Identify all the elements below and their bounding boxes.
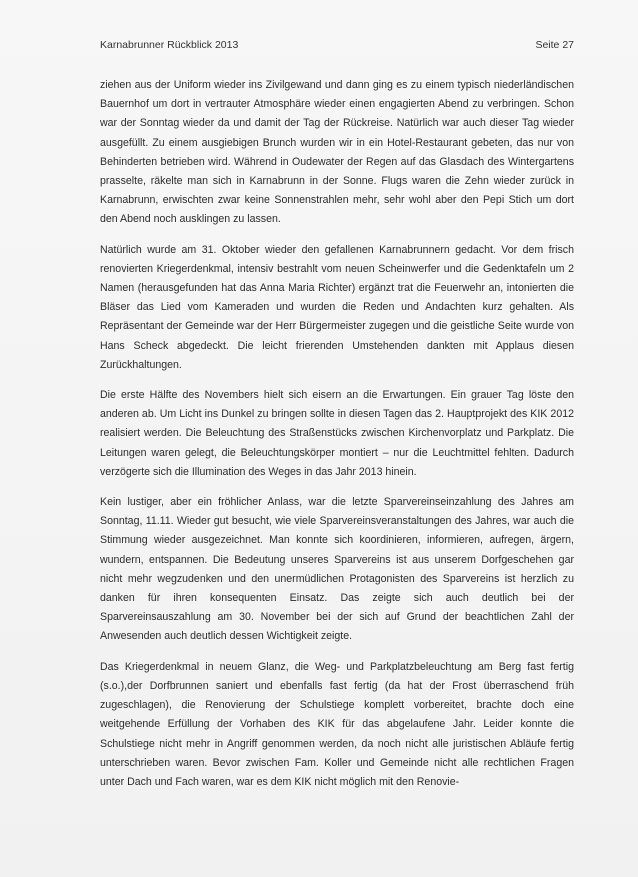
paragraph: ziehen aus der Uniform wieder ins Zivilgewand und dann ging es zu einem typisch niederländischen Bauernhof um dort in vertrauter Atmosphäre wieder einen engagierten Abend zu verbringen. Schon war der Sonntag wieder da und damit der Tag der Rückreise. Natürlich war auch dieser Tag wieder ausgefüllt. Zu einem ausgiebigen Brunch wurden wir in ein Hotel-Restaurant gebeten, das nur von Behinderten betrieben wird. Während in Oudewater der Regen auf das Glasdach des Wintergartens prasselte, räkelte man sich in Karnabrunn in der Sonne. Flugs waren die Zehn wieder zurück in Karnabrunn, erwischten zwar keine Sonnenstrahlen mehr, sehr wohl aber den Pepi Stich um dort den Abend noch ausklingen zu lassen. — [100, 79, 574, 226]
document-body — [100, 76, 574, 803]
paragraph: Kein lustiger, aber ein fröhlicher Anlass, war die letzte Sparvereinseinzahlung des Jahres am Sonntag, 11.11. Wieder gut besucht, wie viele Sparvereinsveranstaltungen des Jahres, war auch die Stimmung wieder ausgezeichnet. Man konnte sich koordinieren, informieren, aufregen, ärgern, wundern, entspannen. Die Bedeutung unseres Sparvereins ist aus unserem Dorfgeschehen gar nicht mehr wegzudenken und den unermüdlichen Protagonisten des Sparvereins ist herzlich zu danken für ihren konsequenten Einsatz. Das zeigte sich auch deutlich bei der Sparvereinsauszahlung am 30. November bei der sich auf Grund der beachtlichen Zahl der Anwesenden auch deutlich dessen Wichtigkeit zeigte. — [100, 496, 574, 643]
page-number: Seite 27 — [535, 39, 574, 51]
paragraph: Natürlich wurde am 31. Oktober wieder den gefallenen Karnabrunnern gedacht. Vor dem frisch renovierten Kriegerdenkmal, intensiv bestrahlt vom neuen Scheinwerfer und die Gedenktafeln um 2 Namen (herausgefunden hat das Anna Maria Richter) ergänzt trat die Feuerwehr an, intonierten die Bläser das Lied vom Kameraden und wurden die Reden und Andachten kurz gehalten. Als Repräsentant der Gemeinde war der Herr Bürgermeister zugegen und die geistliche Seite wurde von Hans Scheck abgedeckt. Die leicht frierenden Umstehenden dankten mit Applaus diesen Zurückhaltungen. — [100, 243, 574, 371]
paragraph: Die erste Hälfte des Novembers hielt sich eisern an die Erwartungen. Ein grauer Tag löste den anderen ab. Um Licht ins Dunkel zu bringen sollte in diesen Tagen das 2. Hauptprojekt des KIK 2012 realisiert werden. Die Beleuchtung des Straßenstücks zwischen Kirchenvorplatz und Parkplatz. Die Leitungen waren gelegt, die Beleuchtungskörper montiert – nur die Leuchtmittel fehlten. Dadurch verzögerte sich die Illumination des Weges in das Jahr 2013 hinein. — [100, 389, 574, 478]
header-title: Karnabrunner Rückblick 2013 — [100, 39, 239, 51]
paragraph: Das Kriegerdenkmal in neuem Glanz, die Weg- und Parkplatzbeleuchtung am Berg fast fertig (s.o.),der Dorfbrunnen saniert und ebenfalls fast fertig (da hat der Frost überraschend früh zugeschlagen), die Renovierung der Schulstiege komplett vorbereitet, brachte doch eine weitgehende Erfüllung der Vorhaben des KIK für das abgelaufene Jahr. Leider konnte die Schulstiege nicht mehr in Angriff genommen werden, da noch nicht alle juristischen Abläufe fertig unterschrieben waren. Bevor zwischen Fam. Koller und Gemeinde nicht alle rechtlichen Fragen unter Dach und Fach waren, war es dem KIK nicht möglich mit den Renovie- — [100, 660, 574, 788]
